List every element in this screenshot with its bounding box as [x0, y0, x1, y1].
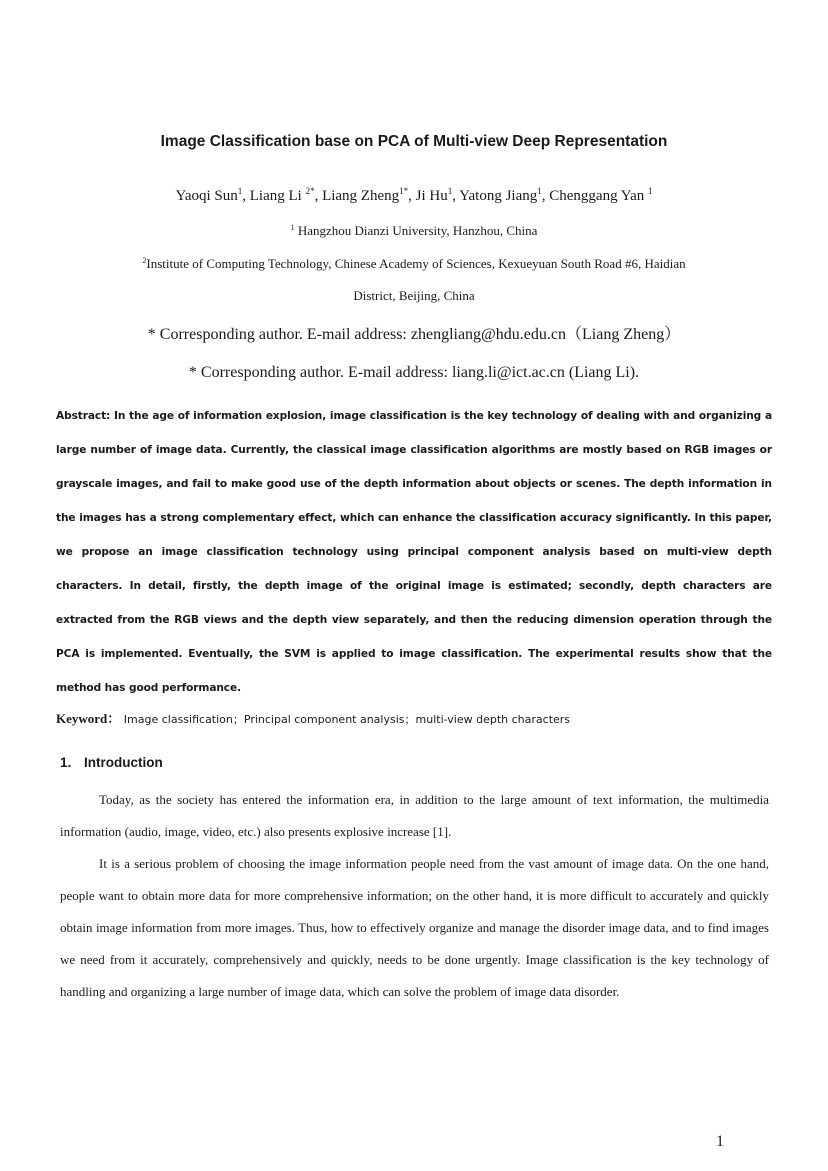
- author-list: [0, 188, 828, 205]
- author-separator: ,: [314, 188, 323, 204]
- affiliation-2: [0, 256, 828, 272]
- author-affiliation-mark: 1: [447, 186, 453, 196]
- affiliation-text: Institute of Computing Technology, Chinese Academy of Sciences, Kexueyuan South Road #6, Haidian: [146, 256, 686, 271]
- author-name: Yaoqi Sun: [175, 188, 238, 204]
- author-affiliation-mark: 2*: [305, 186, 315, 196]
- keywords-label: Keyword：: [56, 711, 121, 726]
- affiliation-1: [0, 223, 828, 239]
- keywords-text: Image classification；Principal component analysis；multi-view depth characters: [120, 713, 571, 726]
- abstract: Abstract: In the age of information explosion, image classification is the key technology of dealing with and organizing a large number of image data. Currently, the classical image classification algorithms are mostly based on RGB images or grayscale images, and fail to make good use of the depth information about objects or scenes. The depth information in the images has a strong complementary effect, which can enhance the classification accuracy significantly. In this paper, we propose an image classification technology using principal component analysis based on multi-view depth characters. In detail, firstly, the depth image of the original image is estimated; secondly, depth characters are extracted from the RGB views and the depth view separately, and then the reducing dimension operation through the PCA is implemented. Eventually, the SVM is applied to image classification. The experimental results show that the method has good performance.: [56, 410, 772, 694]
- author-separator: ,: [242, 188, 250, 204]
- affiliation-mark: 1: [290, 223, 295, 232]
- author-name: Liang Li: [249, 188, 302, 204]
- affiliation-2-continued: District, Beijing, China: [353, 288, 475, 303]
- corresponding-author-1: * Corresponding author. E-mail address: zhengliang@hdu.edu.cn（Liang Zheng）: [147, 326, 681, 343]
- paper-title: Image Classification base on PCA of Multi-view Deep Representation: [160, 133, 668, 150]
- author-name: Chenggang Yan: [549, 188, 645, 204]
- author-affiliation-mark: 1: [237, 186, 243, 196]
- section-number: 1.: [60, 755, 72, 770]
- author-name: Liang Zheng: [322, 188, 400, 204]
- section-title: Introduction: [84, 755, 163, 770]
- affiliation-text: Hangzhou Dianzi University, Hanzhou, China: [297, 223, 538, 238]
- author-separator: ,: [541, 188, 550, 204]
- paragraph: Today, as the society has entered the information era, in addition to the large amount of text information, the multimedia information (audio, image, video, etc.) also presents explosive increase [1].: [60, 792, 769, 839]
- corresponding-author-2: * Corresponding author. E-mail address: liang.li@ict.ac.cn (Liang Li).: [188, 364, 640, 381]
- section-heading-introduction: [60, 755, 163, 770]
- author-affiliation-mark: 1: [648, 186, 653, 196]
- affiliation-mark: 2: [142, 256, 147, 265]
- page-number: 1: [716, 1133, 724, 1150]
- author-name: Yatong Jiang: [459, 188, 538, 204]
- author-name: Ji Hu: [415, 188, 448, 204]
- author-affiliation-mark: 1*: [399, 186, 409, 196]
- author-affiliation-mark: 1: [537, 186, 542, 196]
- author-separator: ,: [408, 188, 416, 204]
- paragraph: It is a serious problem of choosing the image information people need from the vast amount of image data. On the one hand, people want to obtain more data for more comprehensive information; on the other hand, it is more difficult to accurately and quickly obtain image information from more images. Thus, how to effectively organize and manage the disorder image data, and to find images we need from it accurately, comprehensively and quickly, needs to be done urgently. Image classification is the key technology of handling and organizing a large number of image data, which can solve the problem of image data disorder.: [60, 856, 769, 999]
- author-separator: ,: [452, 188, 460, 204]
- keywords: [56, 708, 772, 727]
